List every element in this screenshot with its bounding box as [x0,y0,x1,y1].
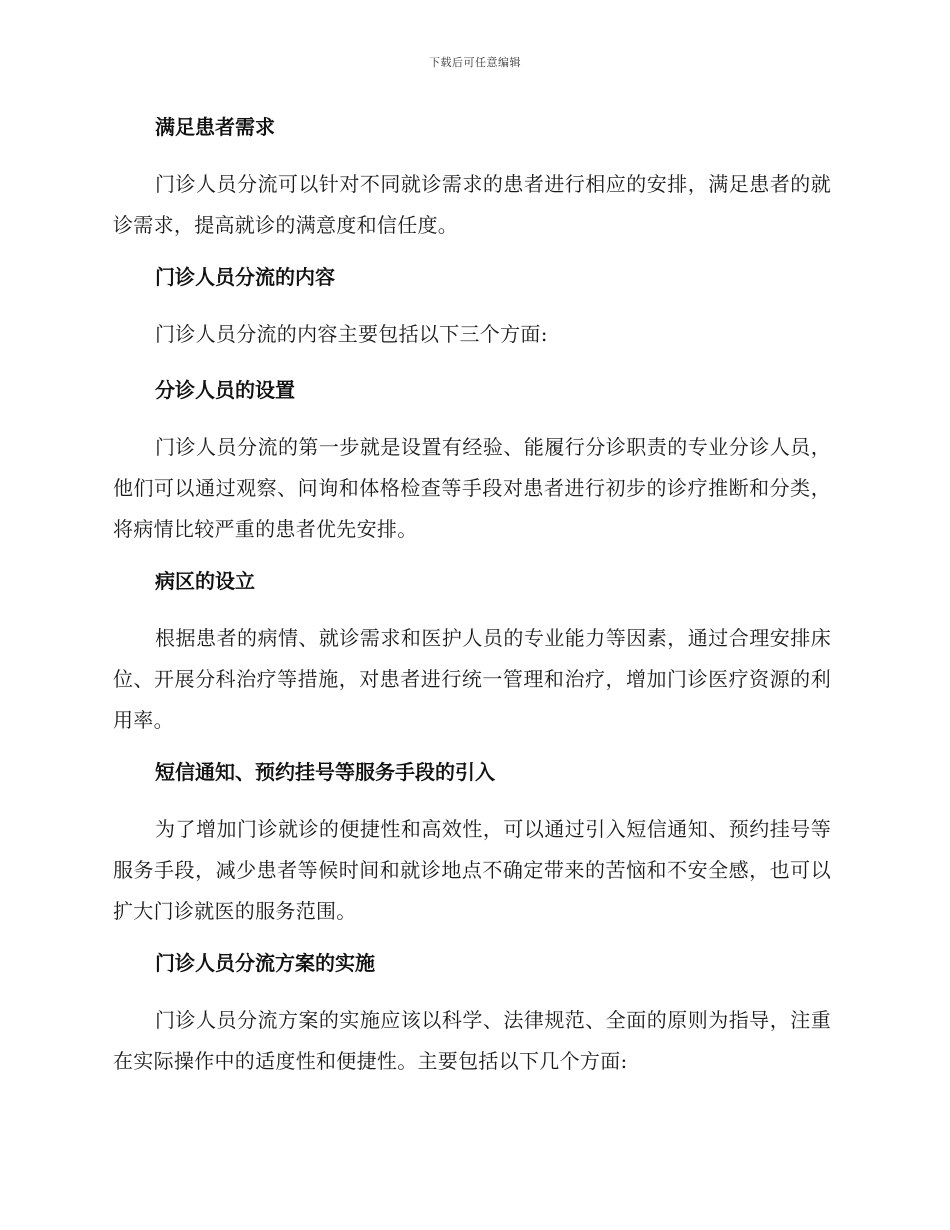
section-heading-sms-appointment: 短信通知、预约挂号等服务手段的引入 [155,760,495,784]
section-paragraph-sms-appointment: 为了增加门诊就诊的便捷性和高效性，可以通过引入短信通知、预约挂号等服务手段，减少患者等候时间和就诊地点不确定带来的苦恼和不安全感，也可以扩大门诊就医的服务范围。 [113,817,831,923]
section-heading-ward-setup: 病区的设立 [155,569,255,593]
section-heading-triage-content: 门诊人员分流的内容 [155,265,335,289]
section-paragraph-implementation: 门诊人员分流方案的实施应该以科学、法律规范、全面的原则为指导，注重在实际操作中的适度性和便捷性。主要包括以下几个方面: [113,1008,831,1073]
section-heading-patient-needs: 满足患者需求 [155,115,275,139]
section-paragraph-patient-needs: 门诊人员分流可以针对不同就诊需求的患者进行相应的安排，满足患者的就诊需求，提高就诊的满意度和信任度。 [113,172,831,237]
section-heading-implementation: 门诊人员分流方案的实施 [155,951,375,975]
document-body [113,112,831,1098]
section-paragraph-triage-staff: 门诊人员分流的第一步就是设置有经验、能履行分诊职责的专业分诊人员，他们可以通过观察、问询和体格检查等手段对患者进行初步的诊疗推断和分类，将病情比较严重的患者优先安排。 [113,435,831,541]
section-paragraph-triage-content: 门诊人员分流的内容主要包括以下三个方面: [155,322,548,346]
section-heading-triage-staff: 分诊人员的设置 [155,378,295,402]
page-header: 下载后可任意编辑 [429,56,521,69]
section-paragraph-ward-setup: 根据患者的病情、就诊需求和医护人员的专业能力等因素，通过合理安排床位、开展分科治疗等措施，对患者进行统一管理和治疗，增加门诊医疗资源的利用率。 [113,626,831,732]
